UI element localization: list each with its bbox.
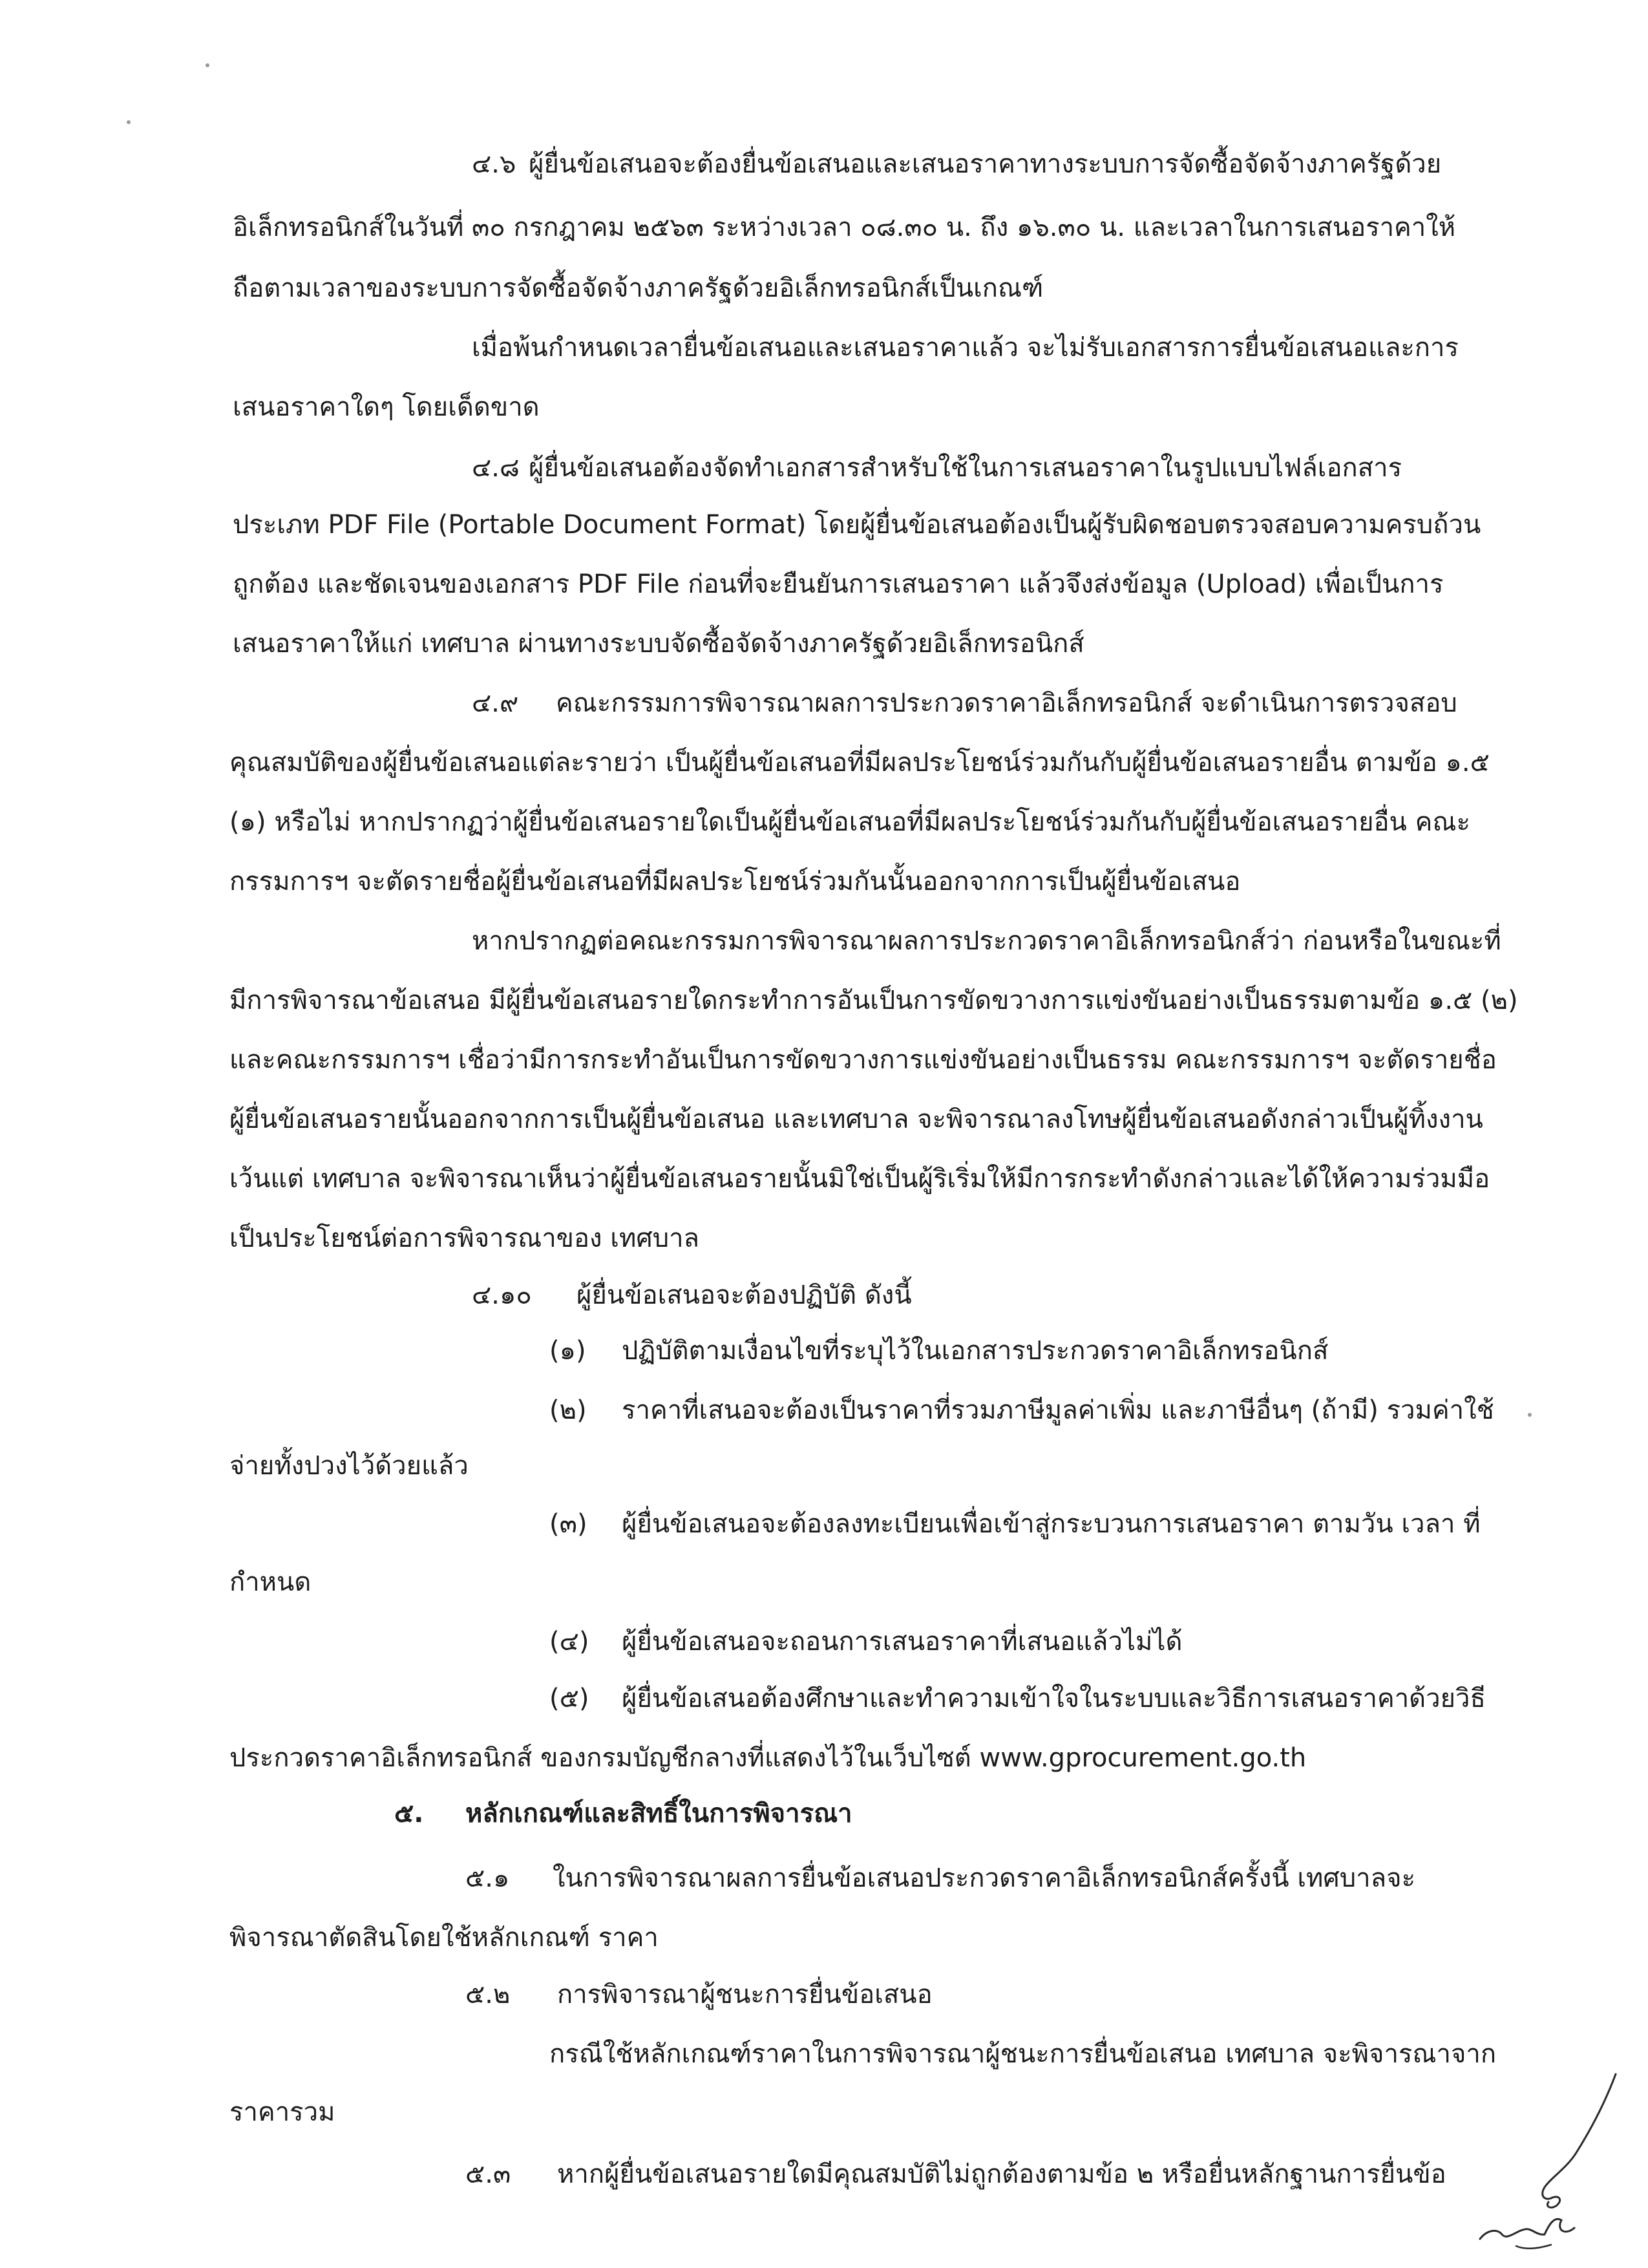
paragraph-line: ผู้ยื่นข้อเสนอรายนั้นออกจากการเป็นผู้ยื่นข้อเสนอ และเทศบาล จะพิจารณาลงโทษผู้ยื่นข้อเสนอดังกล่าวเป็นผู้ทิ้งงาน <box>229 1105 1483 1134</box>
clause-5-1 <box>465 1860 1415 1896</box>
sub-item-5 <box>549 1680 1486 1717</box>
clause-4-10 <box>472 1277 912 1313</box>
clause-number: ๕.๓ <box>465 2159 511 2189</box>
clause-4-6 <box>472 146 1441 182</box>
item-number: (๔) <box>549 1627 589 1657</box>
clause-number: ๕.๒ <box>465 1980 511 2009</box>
item-number: (๓) <box>549 1509 587 1539</box>
section-5-heading <box>394 1796 852 1832</box>
sub-item-4 <box>549 1624 1182 1660</box>
sub-item-3 <box>549 1506 1481 1542</box>
paragraph-line: กรรมการฯ จะตัดรายชื่อผู้ยื่นข้อเสนอที่มีผลประโยชน์ร่วมกันนั้นออกจากการเป็นผู้ยื่นข้อเสนอ <box>229 867 1241 896</box>
paragraph-line: จ่ายทั้งปวงไว้ด้วยแล้ว <box>229 1451 469 1481</box>
item-number: (๒) <box>549 1395 587 1425</box>
paragraph-line: ถือตามเวลาของระบบการจัดซื้อจัดจ้างภาครัฐด้วยอิเล็กทรอนิกส์เป็นเกณฑ์ <box>233 273 1044 303</box>
paragraph-line: เมื่อพ้นกำหนดเวลายื่นข้อเสนอและเสนอราคาแล้ว จะไม่รับเอกสารการยื่นข้อเสนอและการ <box>472 333 1459 363</box>
item-text: ผู้ยื่นข้อเสนอจะต้องลงทะเบียนเพื่อเข้าสู่กระบวนการเสนอราคา ตามวัน เวลา ที่ <box>622 1509 1481 1539</box>
clause-text: ผู้ยื่นข้อเสนอจะต้องยื่นข้อเสนอและเสนอราคาทางระบบการจัดซื้อจัดจ้างภาครัฐด้วย <box>529 149 1442 179</box>
clause-5-3 <box>465 2156 1446 2192</box>
clause-text: การพิจารณาผู้ชนะการยื่นข้อเสนอ <box>557 1980 933 2009</box>
sub-item-1 <box>549 1333 1328 1369</box>
clause-text: ผู้ยื่นข้อเสนอต้องจัดทำเอกสารสำหรับใช้ในการเสนอราคาในรูปแบบไฟล์เอกสาร <box>529 453 1402 483</box>
item-text: ราคาที่เสนอจะต้องเป็นราคาที่รวมภาษีมูลค่าเพิ่ม และภาษีอื่นๆ (ถ้ามี) รวมค่าใช้ <box>622 1395 1494 1425</box>
paragraph-line: เสนอราคาให้แก่ เทศบาล ผ่านทางระบบจัดซื้อจัดจ้างภาครัฐด้วยอิเล็กทรอนิกส์ <box>233 629 1084 659</box>
paragraph-line: คุณสมบัติของผู้ยื่นข้อเสนอแต่ละรายว่า เป็นผู้ยื่นข้อเสนอที่มีผลประโยชน์ร่วมกันกับผู้ยื่นข้อเสนอรายอื่น ตามข้อ ๑.๕ <box>229 748 1490 778</box>
clause-number: ๔.๘ <box>472 453 520 483</box>
paragraph-line: ประเภท PDF File (Portable Document Format) โดยผู้ยื่นข้อเสนอต้องเป็นผู้รับผิดชอบตรวจสอบความครบถ้วน <box>233 510 1481 540</box>
clause-number: ๔.๖ <box>472 149 516 179</box>
item-number: (๑) <box>549 1336 586 1366</box>
paragraph-line: ถูกต้อง และชัดเจนของเอกสาร PDF File ก่อนที่จะยืนยันการเสนอราคา แล้วจึงส่งข้อมูล (Upload) เพื่อเป็นการ <box>233 569 1444 599</box>
paragraph-line: อิเล็กทรอนิกส์ในวันที่ ๓๐ กรกฎาคม ๒๕๖๓ ระหว่างเวลา ๐๘.๓๐ น. ถึง ๑๖.๓๐ น. และเวลาในการเสนอราคาให้ <box>233 213 1456 242</box>
clause-4-8 <box>472 450 1402 486</box>
scan-speck <box>1528 1413 1532 1417</box>
paragraph-line: กรณีใช้หลักเกณฑ์ราคาในการพิจารณาผู้ชนะการยื่นข้อเสนอ เทศบาล จะพิจารณาจาก <box>549 2039 1497 2069</box>
section-number: ๕. <box>394 1799 424 1828</box>
scan-speck <box>206 63 209 67</box>
paragraph-line: ราคารวม <box>229 2097 335 2127</box>
paragraph-line: มีการพิจารณาข้อเสนอ มีผู้ยื่นข้อเสนอรายใดกระทำการอันเป็นการขัดขวางการแข่งขันอย่างเป็นธรรมตามข้อ ๑.๕ (๒) <box>229 986 1518 1015</box>
paragraph-line: หากปรากฏต่อคณะกรรมการพิจารณาผลการประกวดราคาอิเล็กทรอนิกส์ว่า ก่อนหรือในขณะที่ <box>472 926 1501 956</box>
section-title: หลักเกณฑ์และสิทธิ์ในการพิจารณา <box>465 1799 852 1828</box>
paragraph-line: (๑) หรือไม่ หากปรากฏว่าผู้ยื่นข้อเสนอรายใดเป็นผู้ยื่นข้อเสนอที่มีผลประโยชน์ร่วมกันกับผู้ยื่นข้อเสนอรายอื่น คณะ <box>229 807 1470 837</box>
clause-number: ๔.๑๐ <box>472 1280 532 1310</box>
scan-speck <box>127 120 131 124</box>
paragraph-line: เป็นประโยชน์ต่อการพิจารณาของ เทศบาล <box>229 1224 700 1253</box>
sub-item-2 <box>549 1392 1494 1428</box>
clause-5-2 <box>465 1977 933 2013</box>
clause-text: ในการพิจารณาผลการยื่นข้อเสนอประกวดราคาอิเล็กทรอนิกส์ครั้งนี้ เทศบาลจะ <box>553 1863 1416 1893</box>
paragraph-line: ประกวดราคาอิเล็กทรอนิกส์ ของกรมบัญชีกลางที่แสดงไว้ในเว็บไซต์ www.gprocurement.go.th <box>229 1743 1307 1773</box>
clause-text: หากผู้ยื่นข้อเสนอรายใดมีคุณสมบัติไม่ถูกต้องตามข้อ ๒ หรือยื่นหลักฐานการยื่นข้อ <box>557 2159 1446 2189</box>
item-number: (๕) <box>549 1684 589 1713</box>
item-text: ผู้ยื่นข้อเสนอต้องศึกษาและทำความเข้าใจในระบบและวิธีการเสนอราคาด้วยวิธี <box>622 1684 1486 1713</box>
paragraph-line: เสนอราคาใดๆ โดยเด็ดขาด <box>233 392 540 422</box>
clause-text: คณะกรรมการพิจารณาผลการประกวดราคาอิเล็กทรอนิกส์ จะดำเนินการตรวจสอบ <box>556 688 1457 718</box>
paragraph-line: เว้นแต่ เทศบาล จะพิจารณาเห็นว่าผู้ยื่นข้อเสนอรายนั้นมิใช่เป็นผู้ริเริ่มให้มีการกระทำดังกล่าวและได้ให้ความร่วมมือ <box>229 1164 1490 1194</box>
paragraph-line: กำหนด <box>229 1567 312 1597</box>
clause-4-9 <box>472 685 1457 721</box>
paragraph-line: พิจารณาตัดสินโดยใช้หลักเกณฑ์ ราคา <box>229 1923 659 1953</box>
item-text: ปฏิบัติตามเงื่อนไขที่ระบุไว้ในเอกสารประกวดราคาอิเล็กทรอนิกส์ <box>622 1336 1329 1366</box>
clause-text: ผู้ยื่นข้อเสนอจะต้องปฏิบัติ ดังนี้ <box>576 1280 912 1310</box>
clause-number: ๕.๑ <box>465 1863 510 1893</box>
handwritten-initials-signature <box>1454 2061 1622 2255</box>
item-text: ผู้ยื่นข้อเสนอจะถอนการเสนอราคาที่เสนอแล้วไม่ได้ <box>622 1627 1183 1657</box>
clause-number: ๔.๙ <box>472 688 519 718</box>
paragraph-line: และคณะกรรมการฯ เชื่อว่ามีการกระทำอันเป็นการขัดขวางการแข่งขันอย่างเป็นธรรม คณะกรรมการฯ จะตัดรายชื่อ <box>229 1045 1497 1075</box>
